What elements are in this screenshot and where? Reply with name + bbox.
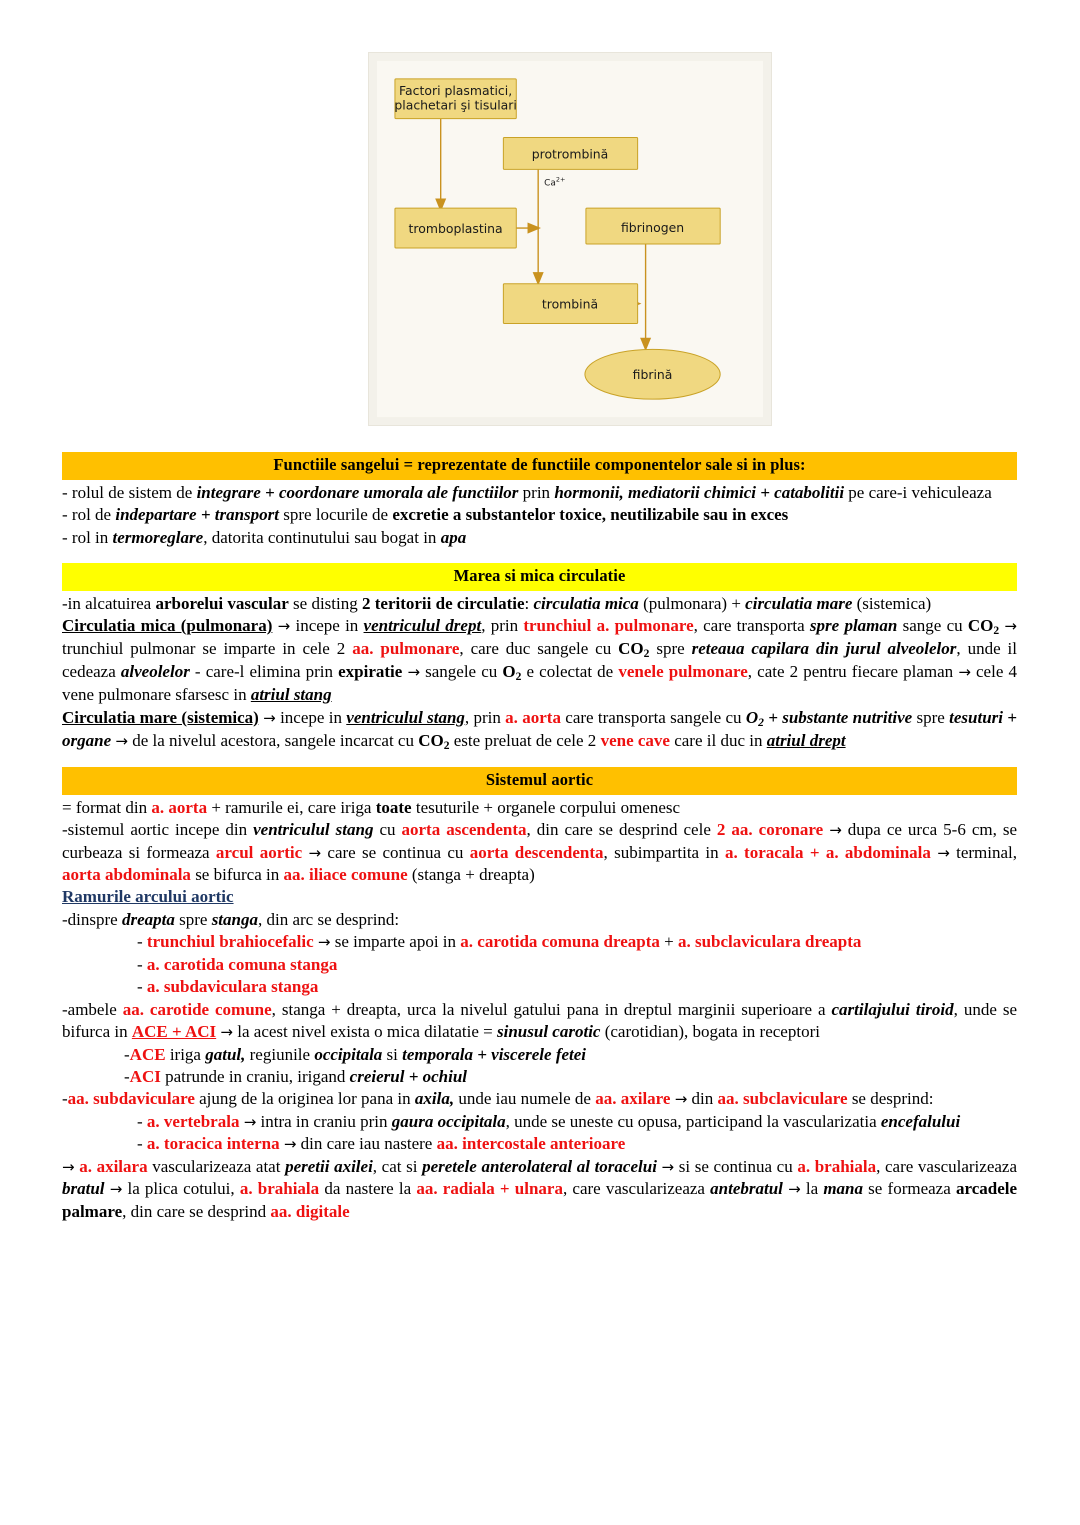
paragraph-ambele-carotide: -ambele aa. carotide comune, stanga + dreapta, urca la nivelul gatului pana in dreptul marginii superioare a cartilajului tiroid, unde se bifurca in ACE + ACI → la acest nivel exista o mica dilatatie = sinusul carotic (carotidian), bogata in receptori bbox=[62, 999, 1017, 1042]
list-item-trunchiul-brahiocefalic: - trunchiul brahiocefalic → se imparte apoi in a. carotida comuna dreapta + a. subclaviculara dreapta bbox=[137, 932, 862, 952]
node-fibrinogen-label: fibrinogen bbox=[620, 220, 685, 236]
coagulation-diagram-svg bbox=[369, 53, 771, 425]
coagulation-diagram-figure bbox=[368, 52, 772, 426]
section-content-sistemul-aortic bbox=[62, 797, 1017, 1223]
node-factori-plasmatici-label-line1: Factori plasmatici, bbox=[399, 82, 513, 98]
paragraph-circulatia-mare: Circulatia mare (sistemica) → incepe in ventriculul stang, prin a. aorta care transporta sangele cu $O_2$ + substante nutritive spre tesuturi + organe → de la nivelul acestora, sangele incarcat cu $CO_2$ este preluat de cele 2 vene cave care il duc in atriul drept bbox=[62, 707, 1017, 752]
paragraph-sistemul-aortic-incepe: -sistemul aortic incepe din ventriculul stang cu aorta ascendenta, din care se desprind cele 2 aa. coronare → dupa ce urca 5-6 cm, se curbeaza si formeaza arcul aortic → care se continua cu aorta descendenta, subimpartita in a. toracala + a. abdominala → terminal, aorta abdominala se bifurca in aa. iliace comune (stanga + dreapta) bbox=[62, 820, 1018, 884]
paragraph-arbore-vascular: -in alcatuirea arborelui vascular se disting 2 teritorii de circulatie: circulatia mica (pulmonara) + circulatia mare (sistemica) bbox=[62, 593, 932, 613]
document-body bbox=[62, 452, 1017, 1223]
node-factori-plasmatici-label-line2: plachetari şi tisulari bbox=[394, 97, 517, 113]
paragraph-dinspre-dreapta: -dinspre dreapta spre stanga, din arc se desprind: bbox=[62, 909, 400, 929]
paragraph-rol-termoreglare: - rol in termoreglare, datorita continutului sau bogat in apa bbox=[62, 527, 467, 547]
node-trombina-label: trombină bbox=[541, 296, 599, 312]
paragraph-circulatia-mica: Circulatia mica (pulmonara) → incepe in ventriculul drept, prin trunchiul a. pulmonare, care transporta spre plaman sange cu $CO_2$ → trunchiul pulmonar se imparte in cele 2 aa. pulmonare, care duc sangele cu $CO_2$ spre reteaua capilara din jurul alveolelor, unde il cedeaza alveolelor - care-l elimina prin expiratie → sangele cu $O_2$ e colectat de venele pulmonare, cate 2 pentru fiecare plaman → cele 4 vene pulmonare sfarsesc in atriul stang bbox=[62, 616, 1018, 705]
paragraph-format-din-aorta: = format din a. aorta + ramurile ei, care iriga toate tesuturile + organele corpului omenesc bbox=[62, 797, 681, 817]
node-tromboplastina-label: tromboplastina bbox=[408, 221, 503, 237]
paragraph-aa-subdaviculare: -aa. subdaviculare ajung de la originea lor pana in axila, unde iau numele de aa. axilare → din aa. subclaviculare se desprind: bbox=[62, 1089, 934, 1109]
section-header-functiile-sangelui: Functiile sangelui = reprezentate de functiile componentelor sale si in plus: bbox=[62, 452, 1017, 480]
node-protrombina-label: protrombină bbox=[531, 146, 609, 162]
node-fibrina-label: fibrină bbox=[632, 367, 673, 383]
subheading-ramurile-arcului-aortic bbox=[62, 886, 1017, 908]
section-functiile-sangelui bbox=[62, 452, 1017, 549]
list-item-a-vertebrala: - a. vertebrala → intra in craniu prin gaura occipitala, unde se uneste cu opusa, participand la vascularizatia encefalului bbox=[137, 1111, 961, 1131]
section-header-sistemul-aortic: Sistemul aortic bbox=[62, 767, 1017, 795]
paragraph-aci-patrunde: -ACI patrunde in craniu, irigand creierul + ochiul bbox=[124, 1066, 468, 1086]
section-marea-si-mica-circulatie bbox=[62, 563, 1017, 753]
section-content-functiile-sangelui bbox=[62, 482, 1017, 549]
list-item-a-toracica-interna: - a. toracica interna → din care iau nastere aa. intercostale anterioare bbox=[137, 1134, 626, 1154]
paragraph-a-axilara: → a. axilara vascularizeaza atat peretii axilei, cat si peretele anterolateral al toracelui → si se continua cu a. brahiala, care vascularizeaza bratul → la plica cotului, a. brahiala da nastere la aa. radiala + ulnara, care vascularizeaza antebratul → la mana se formeaza arcadele palmare, din care se desprind aa. digitale bbox=[62, 1156, 1018, 1221]
list-item-carotida-comuna-stanga: - a. carotida comuna stanga bbox=[137, 954, 338, 974]
paragraph-rol-indepartare: - rol de indepartare + transport spre locurile de excretie a substantelor toxice, neutilizabile sau in exces bbox=[62, 505, 789, 525]
section-sistemul-aortic bbox=[62, 767, 1017, 1223]
section-header-marea-si-mica-circulatie: Marea si mica circulatie bbox=[62, 563, 1017, 591]
paragraph-ace-iriga: -ACE iriga gatul, regiunile occipitala si temporala + viscerele fetei bbox=[124, 1044, 587, 1064]
section-content-marea-si-mica-circulatie bbox=[62, 593, 1017, 754]
calcium-ion-label: $Ca^{2+}$ bbox=[544, 175, 566, 189]
subheading-ramurile-arcului-aortic-text: Ramurile arcului aortic bbox=[62, 887, 234, 907]
list-item-subdaviculara-stanga: - a. subdaviculara stanga bbox=[137, 977, 319, 997]
paragraph-rol-integrare: - rolul de sistem de integrare + coordonare umorala ale functiilor prin hormonii, mediatorii chimici + catabolitii pe care-i vehiculeaza bbox=[62, 482, 992, 502]
